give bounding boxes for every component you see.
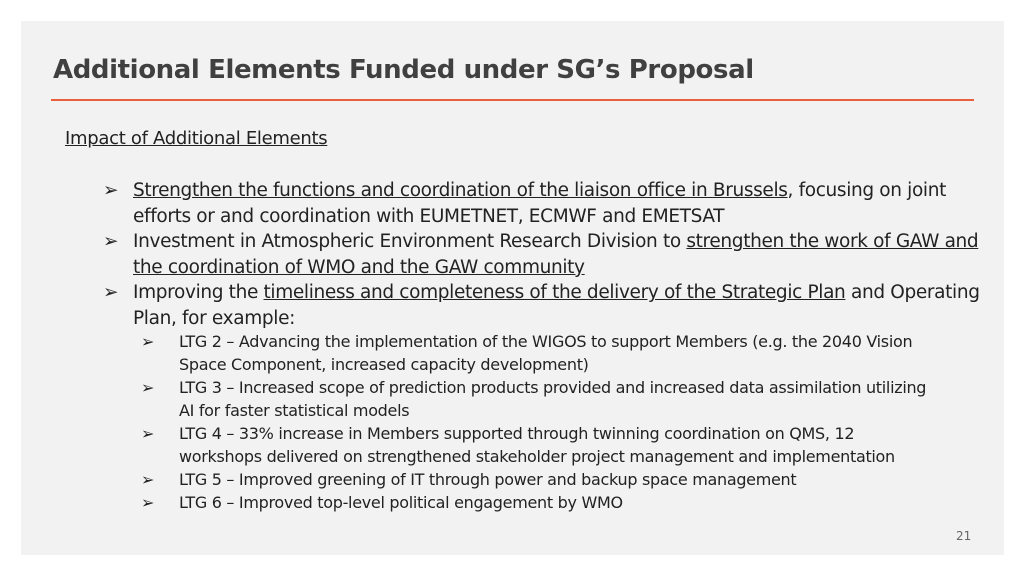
- sub-bullet-ltg3: [141, 376, 933, 422]
- page-number: 21: [956, 529, 972, 543]
- sub-bullet-text: LTG 2 – Advancing the implementation of the WIGOS to support Members (e.g. the 2040 Vision Space Component, increased capacity development): [179, 332, 913, 374]
- arrow-bullet-icon: ➢: [141, 332, 155, 351]
- arrow-bullet-icon: ➢: [103, 180, 119, 201]
- slide: [21, 21, 1004, 555]
- sub-bullet-ltg6: [141, 491, 933, 514]
- sub-bullet-text: LTG 6 – Improved top-level political engagement by WMO: [179, 493, 623, 512]
- arrow-bullet-icon: ➢: [103, 231, 119, 253]
- sub-bullet-ltg2: [141, 330, 933, 376]
- sub-bullet-text: LTG 5 – Improved greening of IT through power and backup space management: [179, 470, 797, 489]
- bullet-list: [103, 178, 983, 332]
- bullet-item-gaw: [103, 229, 983, 280]
- bullet-underlined-text: timeliness and completeness of the delivery of the Strategic Plan: [263, 282, 846, 304]
- arrow-bullet-icon: ➢: [141, 493, 155, 512]
- bullet-text: and Operating Plan, for example:: [133, 282, 980, 329]
- bullet-underlined-text: strengthen the work of GAW and the coordination of WMO and the GAW community: [133, 231, 979, 278]
- bullet-underlined-text: Strengthen the functions and coordination of the liaison office in Brussels: [133, 180, 788, 201]
- arrow-bullet-icon: ➢: [103, 282, 119, 304]
- arrow-bullet-icon: ➢: [141, 470, 155, 489]
- arrow-bullet-icon: ➢: [141, 424, 155, 443]
- bullet-item-liaison: [103, 178, 983, 229]
- sub-bullet-ltg4: [141, 422, 933, 468]
- sub-bullet-text: LTG 3 – Increased scope of prediction products provided and increased data assimilation utilizing AI for faster statistical models: [179, 378, 927, 420]
- bullet-text: , focusing on joint efforts or and coordination with EUMETNET, ECMWF and EMETSAT: [133, 180, 946, 227]
- section-subheading: Impact of Additional Elements: [65, 128, 328, 149]
- slide-title: Additional Elements Funded under SG’s Proposal: [53, 55, 754, 85]
- sub-bullet-list: [133, 330, 933, 514]
- bullet-text: Improving the: [133, 282, 264, 304]
- sub-bullet-ltg5: [141, 468, 933, 491]
- arrow-bullet-icon: ➢: [141, 378, 155, 397]
- bullet-text: Investment in Atmospheric Environment Research Division to: [133, 231, 687, 253]
- bullet-item-strategic-plan: [103, 280, 983, 331]
- title-underline-rule: [51, 99, 974, 101]
- sub-bullet-text: LTG 4 – 33% increase in Members supported through twinning coordination on QMS, 12 workshops delivered on strengthened stakeholder project management and implementation: [179, 424, 895, 466]
